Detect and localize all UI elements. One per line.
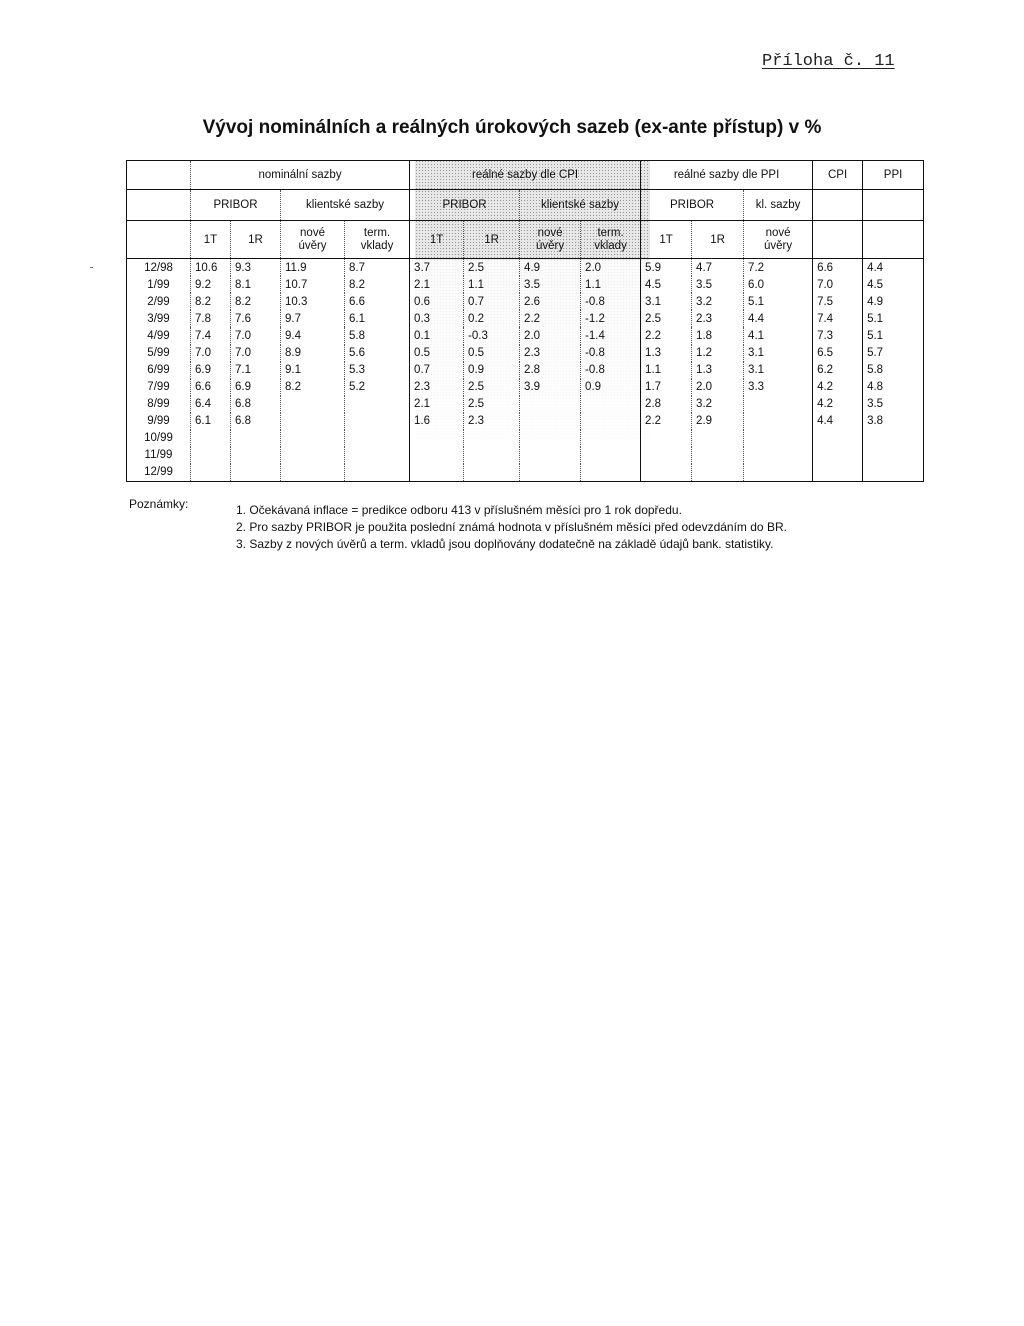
table-cell: 5.2 bbox=[345, 379, 410, 396]
col-term-deposits-cpi-line1: term. bbox=[597, 226, 624, 239]
table-cell bbox=[191, 447, 231, 464]
row-period: 8/99 bbox=[127, 396, 191, 413]
table-cell: 0.5 bbox=[464, 345, 520, 362]
table-cell: 6.0 bbox=[744, 276, 813, 293]
table-cell: 1.2 bbox=[692, 345, 744, 362]
note-2: 2. Pro sazby PRIBOR je použita poslední známá hodnota v příslušném měsíci před odevzdáním do BR. bbox=[236, 520, 787, 534]
table-cell bbox=[520, 413, 581, 430]
table-cell: 0.9 bbox=[581, 379, 641, 396]
table-cell: 7.4 bbox=[813, 310, 863, 327]
table-cell: 1.1 bbox=[581, 276, 641, 293]
table-cell bbox=[744, 430, 813, 447]
col-1t-ppi: 1T bbox=[641, 221, 692, 259]
table-cell: 2.5 bbox=[464, 379, 520, 396]
col-term-deposits-line1: term. bbox=[363, 226, 391, 239]
table-cell bbox=[520, 447, 581, 464]
table-cell: 2.2 bbox=[641, 413, 692, 430]
row-period: 4/99 bbox=[127, 327, 191, 344]
table-cell bbox=[520, 430, 581, 447]
table-row bbox=[127, 276, 924, 293]
subgroup-ppi-empty bbox=[863, 190, 924, 221]
table-cell bbox=[744, 464, 813, 482]
row-period: 5/99 bbox=[127, 345, 191, 362]
table-cell: 5.1 bbox=[744, 293, 813, 310]
row-period: 2/99 bbox=[127, 293, 191, 310]
table-cell bbox=[744, 396, 813, 413]
col-term-deposits-cpi-line2: vklady bbox=[594, 239, 627, 252]
col-1t-cpi: 1T bbox=[410, 221, 464, 259]
table-cell: 2.3 bbox=[692, 310, 744, 327]
col-term-deposits-cpi bbox=[581, 221, 641, 259]
table-cell bbox=[581, 413, 641, 430]
table-cell: 7.6 bbox=[231, 310, 281, 327]
table-cell: 7.2 bbox=[744, 259, 813, 277]
notes-label: Poznámky: bbox=[129, 497, 189, 511]
table-cell: 6.5 bbox=[813, 345, 863, 362]
table-cell bbox=[520, 464, 581, 482]
row-period: 7/99 bbox=[127, 379, 191, 396]
table-cell bbox=[281, 430, 345, 447]
table-cell: 6.6 bbox=[191, 379, 231, 396]
table-cell: 3.1 bbox=[744, 362, 813, 379]
table-cell: 2.3 bbox=[464, 413, 520, 430]
row-period: 12/98 bbox=[127, 259, 191, 277]
subgroup-client-rates-cpi: klientské sazby bbox=[520, 190, 641, 221]
table-cell bbox=[281, 413, 345, 430]
table-cell: 4.4 bbox=[863, 259, 924, 277]
col-1r-ppi: 1R bbox=[692, 221, 744, 259]
table-cell: 1.3 bbox=[641, 345, 692, 362]
table-cell: 1.6 bbox=[410, 413, 464, 430]
table-cell: 6.1 bbox=[345, 310, 410, 327]
note-1: 1. Očekávaná inflace = predikce odboru 413 v příslušném měsíci pro 1 rok dopředu. bbox=[236, 503, 682, 517]
table-cell: 4.4 bbox=[744, 310, 813, 327]
table-cell bbox=[863, 430, 924, 447]
table-cell bbox=[191, 464, 231, 482]
table-row bbox=[127, 259, 924, 277]
table-cell bbox=[641, 464, 692, 482]
table-cell bbox=[813, 430, 863, 447]
col-new-loans-cpi bbox=[520, 221, 581, 259]
table-cell: 2.5 bbox=[464, 259, 520, 277]
table-row bbox=[127, 379, 924, 396]
table-cell bbox=[744, 447, 813, 464]
subgroup-pribor-ppi: PRIBOR bbox=[641, 190, 744, 221]
table-cell: 3.5 bbox=[863, 396, 924, 413]
subgroup-cpi-empty bbox=[813, 190, 863, 221]
table-cell: 6.6 bbox=[345, 293, 410, 310]
table-cell: 5.9 bbox=[641, 259, 692, 277]
table-row bbox=[127, 447, 924, 464]
table-cell: -0.3 bbox=[464, 327, 520, 344]
table-cell: 8.9 bbox=[281, 345, 345, 362]
table-cell bbox=[345, 413, 410, 430]
group-ppi: PPI bbox=[863, 161, 924, 190]
table-cell: 7.5 bbox=[813, 293, 863, 310]
table-cell: 1.3 bbox=[692, 362, 744, 379]
table-cell bbox=[813, 464, 863, 482]
col-new-loans-line2: úvěry bbox=[298, 239, 327, 252]
table-cell: 5.8 bbox=[345, 327, 410, 344]
table-row bbox=[127, 310, 924, 327]
table-cell: 6.9 bbox=[191, 362, 231, 379]
table-cell: 9.7 bbox=[281, 310, 345, 327]
row-period: 10/99 bbox=[127, 430, 191, 447]
row-period: 11/99 bbox=[127, 447, 191, 464]
table-cell: 4.2 bbox=[813, 396, 863, 413]
table-cell: 3.1 bbox=[641, 293, 692, 310]
table-cell bbox=[345, 447, 410, 464]
header-row-subgroups bbox=[127, 190, 924, 221]
table-cell: 10.6 bbox=[191, 259, 231, 277]
table-cell: 2.8 bbox=[520, 362, 581, 379]
table-cell: 8.2 bbox=[281, 379, 345, 396]
group-nominal: nominální sazby bbox=[191, 161, 410, 190]
subgroup-client-rates: klientské sazby bbox=[281, 190, 410, 221]
header-row-columns bbox=[127, 221, 924, 259]
table-cell: 1.7 bbox=[641, 379, 692, 396]
table-cell: 4.9 bbox=[520, 259, 581, 277]
table-cell: 4.7 bbox=[692, 259, 744, 277]
table-row bbox=[127, 413, 924, 430]
table-cell: 4.9 bbox=[863, 293, 924, 310]
table-cell: 1.8 bbox=[692, 327, 744, 344]
annex-label: Příloha č. 11 bbox=[762, 52, 895, 71]
table-cell bbox=[744, 413, 813, 430]
table-cell: 8.2 bbox=[345, 276, 410, 293]
table-cell: 0.9 bbox=[464, 362, 520, 379]
table-cell: 2.8 bbox=[641, 396, 692, 413]
table-cell bbox=[231, 430, 281, 447]
table-cell: 3.1 bbox=[744, 345, 813, 362]
table-cell bbox=[281, 396, 345, 413]
table-cell: 6.2 bbox=[813, 362, 863, 379]
table-cell bbox=[581, 464, 641, 482]
table-cell: 2.9 bbox=[692, 413, 744, 430]
table-cell: 5.1 bbox=[863, 310, 924, 327]
row-period: 1/99 bbox=[127, 276, 191, 293]
corner-cell bbox=[127, 161, 191, 190]
table-cell bbox=[863, 447, 924, 464]
table-cell: 0.5 bbox=[410, 345, 464, 362]
col-new-loans-ppi-line1: nové bbox=[765, 226, 791, 239]
table-cell: 2.1 bbox=[410, 276, 464, 293]
table-cell bbox=[231, 447, 281, 464]
subgroup-pribor: PRIBOR bbox=[191, 190, 281, 221]
table-cell bbox=[692, 447, 744, 464]
table-cell: 2.0 bbox=[692, 379, 744, 396]
row-period: 9/99 bbox=[127, 413, 191, 430]
group-real-ppi: reálné sazby dle PPI bbox=[641, 161, 813, 190]
table-cell: 7.0 bbox=[191, 345, 231, 362]
col-ppi-empty bbox=[863, 221, 924, 259]
table-row bbox=[127, 464, 924, 482]
table-cell: 4.8 bbox=[863, 379, 924, 396]
table-cell bbox=[464, 464, 520, 482]
table-cell: 6.4 bbox=[191, 396, 231, 413]
table-cell: 5.6 bbox=[345, 345, 410, 362]
table-cell: -0.8 bbox=[581, 362, 641, 379]
table-cell: 5.8 bbox=[863, 362, 924, 379]
table-cell bbox=[281, 464, 345, 482]
table-cell: 3.7 bbox=[410, 259, 464, 277]
table-cell: 5.1 bbox=[863, 327, 924, 344]
table-cell: 7.0 bbox=[813, 276, 863, 293]
table-cell: 2.2 bbox=[641, 327, 692, 344]
table-row bbox=[127, 293, 924, 310]
table-cell: 8.7 bbox=[345, 259, 410, 277]
table-row bbox=[127, 430, 924, 447]
col-1t: 1T bbox=[191, 221, 231, 259]
table-cell: 2.1 bbox=[410, 396, 464, 413]
table-cell: 8.2 bbox=[231, 293, 281, 310]
table-row bbox=[127, 345, 924, 362]
table-cell: 6.9 bbox=[231, 379, 281, 396]
table-cell bbox=[410, 430, 464, 447]
table-cell: 2.5 bbox=[641, 310, 692, 327]
table-cell bbox=[520, 396, 581, 413]
table-cell: 4.4 bbox=[813, 413, 863, 430]
col-new-loans-cpi-line2: úvěry bbox=[535, 239, 565, 252]
table-cell: 9.2 bbox=[191, 276, 231, 293]
table-cell: -1.4 bbox=[581, 327, 641, 344]
table-cell bbox=[692, 430, 744, 447]
table-cell: 7.0 bbox=[231, 345, 281, 362]
table-cell: 0.7 bbox=[464, 293, 520, 310]
table-cell bbox=[345, 430, 410, 447]
table-cell: 10.3 bbox=[281, 293, 345, 310]
table-cell: 2.5 bbox=[464, 396, 520, 413]
col-new-loans-line1: nové bbox=[300, 226, 325, 239]
table-cell: 4.1 bbox=[744, 327, 813, 344]
table-row bbox=[127, 396, 924, 413]
table-cell: 0.2 bbox=[464, 310, 520, 327]
table-cell: 4.5 bbox=[863, 276, 924, 293]
corner-cell bbox=[127, 190, 191, 221]
subgroup-client-rates-ppi: kl. sazby bbox=[744, 190, 813, 221]
table-cell: 3.5 bbox=[520, 276, 581, 293]
table-cell: 6.8 bbox=[231, 413, 281, 430]
table-cell: 9.3 bbox=[231, 259, 281, 277]
rates-table bbox=[126, 160, 924, 482]
group-cpi: CPI bbox=[813, 161, 863, 190]
table-cell: 1.1 bbox=[641, 362, 692, 379]
table-cell bbox=[641, 447, 692, 464]
col-term-deposits-line2: vklady bbox=[360, 239, 394, 252]
row-period: 3/99 bbox=[127, 310, 191, 327]
table-cell: 1.1 bbox=[464, 276, 520, 293]
table-cell bbox=[641, 430, 692, 447]
table-cell: 0.7 bbox=[410, 362, 464, 379]
table-cell: -1.2 bbox=[581, 310, 641, 327]
table-cell: 5.7 bbox=[863, 345, 924, 362]
table-cell bbox=[345, 396, 410, 413]
table-cell bbox=[410, 464, 464, 482]
table-cell bbox=[863, 464, 924, 482]
table-cell: 0.3 bbox=[410, 310, 464, 327]
table-cell: -0.8 bbox=[581, 345, 641, 362]
table-cell: 10.7 bbox=[281, 276, 345, 293]
table-cell: 3.9 bbox=[520, 379, 581, 396]
table-cell bbox=[692, 464, 744, 482]
document-title: Vývoj nominálních a reálných úrokových sazeb (ex-ante přístup) v % bbox=[202, 117, 822, 138]
table-cell: 9.4 bbox=[281, 327, 345, 344]
table-cell: 3.2 bbox=[692, 293, 744, 310]
table-cell bbox=[581, 396, 641, 413]
table-cell: 2.6 bbox=[520, 293, 581, 310]
table-row bbox=[127, 362, 924, 379]
table-cell: 3.3 bbox=[744, 379, 813, 396]
col-new-loans bbox=[281, 221, 345, 259]
table-cell bbox=[581, 447, 641, 464]
table-cell: 6.1 bbox=[191, 413, 231, 430]
table-cell: 8.1 bbox=[231, 276, 281, 293]
row-period: 6/99 bbox=[127, 362, 191, 379]
group-real-cpi: reálné sazby dle CPI bbox=[410, 161, 641, 190]
table-cell: 5.3 bbox=[345, 362, 410, 379]
table-cell: 3.2 bbox=[692, 396, 744, 413]
col-cpi-empty bbox=[813, 221, 863, 259]
col-1r: 1R bbox=[231, 221, 281, 259]
table-cell: 2.0 bbox=[520, 327, 581, 344]
table-cell bbox=[231, 464, 281, 482]
table-cell: -0.8 bbox=[581, 293, 641, 310]
table-cell: 4.5 bbox=[641, 276, 692, 293]
table-cell: 4.2 bbox=[813, 379, 863, 396]
subgroup-pribor-cpi: PRIBOR bbox=[410, 190, 520, 221]
table-cell bbox=[410, 447, 464, 464]
table-cell: 2.2 bbox=[520, 310, 581, 327]
note-3: 3. Sazby z nových úvěrů a term. vkladů jsou doplňovány dodatečně na základě údajů bank. statistiky. bbox=[236, 537, 774, 551]
table-cell: 7.8 bbox=[191, 310, 231, 327]
table-cell bbox=[464, 430, 520, 447]
col-new-loans-ppi bbox=[744, 221, 813, 259]
table-row bbox=[127, 327, 924, 344]
table-cell: 7.3 bbox=[813, 327, 863, 344]
table-cell: 3.5 bbox=[692, 276, 744, 293]
col-term-deposits bbox=[345, 221, 410, 259]
table-cell bbox=[464, 447, 520, 464]
table-cell: 6.8 bbox=[231, 396, 281, 413]
table-cell: 2.0 bbox=[581, 259, 641, 277]
table-cell: 0.6 bbox=[410, 293, 464, 310]
table-cell: 6.6 bbox=[813, 259, 863, 277]
table-cell: 2.3 bbox=[520, 345, 581, 362]
col-new-loans-cpi-line1: nové bbox=[537, 226, 563, 239]
table-cell: 7.4 bbox=[191, 327, 231, 344]
table-cell: 9.1 bbox=[281, 362, 345, 379]
scan-speck bbox=[90, 267, 93, 268]
table-cell: 7.0 bbox=[231, 327, 281, 344]
table-cell: 3.8 bbox=[863, 413, 924, 430]
table-cell: 0.1 bbox=[410, 327, 464, 344]
corner-cell bbox=[127, 221, 191, 259]
col-1r-cpi: 1R bbox=[464, 221, 520, 259]
table-cell: 7.1 bbox=[231, 362, 281, 379]
table-cell bbox=[191, 430, 231, 447]
table-cell bbox=[813, 447, 863, 464]
table-body bbox=[127, 259, 924, 482]
table-cell: 2.3 bbox=[410, 379, 464, 396]
col-new-loans-ppi-line2: úvěry bbox=[764, 239, 793, 252]
table-cell: 11.9 bbox=[281, 259, 345, 277]
table-cell bbox=[345, 464, 410, 482]
table-cell: 8.2 bbox=[191, 293, 231, 310]
header-row-groups bbox=[127, 161, 924, 190]
row-period: 12/99 bbox=[127, 464, 191, 482]
table-cell bbox=[281, 447, 345, 464]
table-cell bbox=[581, 430, 641, 447]
